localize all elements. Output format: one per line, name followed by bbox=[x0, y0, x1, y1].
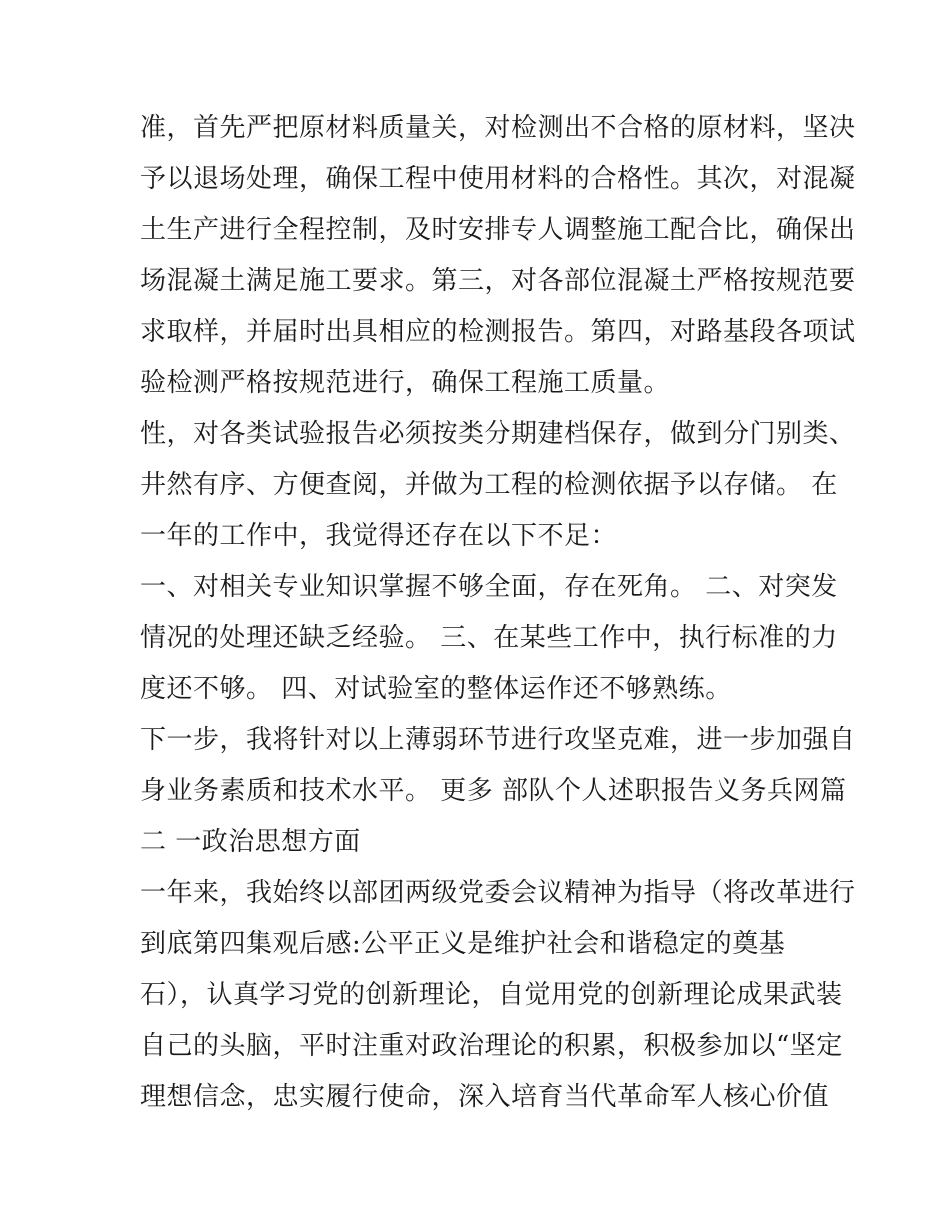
text-line: 场混凝土满足施工要求。第三，对各部位混凝土严格按规范要 bbox=[140, 266, 856, 296]
text-line: 到底第四集观后感:公平正义是维护社会和谐稳定的奠基 bbox=[140, 929, 786, 959]
text-line: 下一步，我将针对以上薄弱环节进行攻坚克难，进一步加强自 bbox=[140, 725, 856, 755]
text-line: 土生产进行全程控制，及时安排专人调整施工配合比，确保出 bbox=[140, 215, 856, 245]
text-line: 井然有序、方便查阅，并做为工程的检测依据予以存储。 在 bbox=[140, 470, 838, 500]
text-line: 一、对相关专业知识掌握不够全面，存在死角。 二、对突发 bbox=[140, 572, 838, 602]
document-body bbox=[140, 103, 856, 1123]
text-line: 一年的工作中，我觉得还存在以下不足： bbox=[140, 521, 618, 551]
text-line: 验检测严格按规范进行，确保工程施工质量。 bbox=[140, 368, 671, 398]
text-line: 二 一政治思想方面 bbox=[140, 827, 361, 857]
text-line: 身业务素质和技术水平。 更多 部队个人述职报告义务兵网篇 bbox=[140, 776, 847, 806]
text-line: 一年来，我始终以部团两级党委会议精神为指导（将改革进行 bbox=[140, 878, 856, 908]
text-line: 求取样，并届时出具相应的检测报告。第四，对路基段各项试 bbox=[140, 317, 856, 347]
text-line: 准，首先严把原材料质量关，对检测出不合格的原材料，坚决 bbox=[140, 113, 856, 143]
text-line: 予以退场处理，确保工程中使用材料的合格性。其次，对混凝 bbox=[140, 164, 856, 194]
text-line: 性，对各类试验报告必须按类分期建档保存，做到分门别类、 bbox=[140, 419, 856, 449]
text-line: 情况的处理还缺乏经验。 三、在某些工作中，执行标准的力 bbox=[140, 623, 838, 653]
text-line: 石），认真学习党的创新理论，自觉用党的创新理论成果武装 bbox=[140, 980, 843, 1010]
text-line: 理想信念，忠实履行使命，深入培育当代革命军人核心价值 bbox=[140, 1082, 830, 1112]
text-line: 度还不够。 四、对试验室的整体运作还不够熟练。 bbox=[140, 674, 732, 704]
text-line: 自己的头脑，平时注重对政治理论的积累，积极参加以“坚定 bbox=[140, 1031, 843, 1061]
